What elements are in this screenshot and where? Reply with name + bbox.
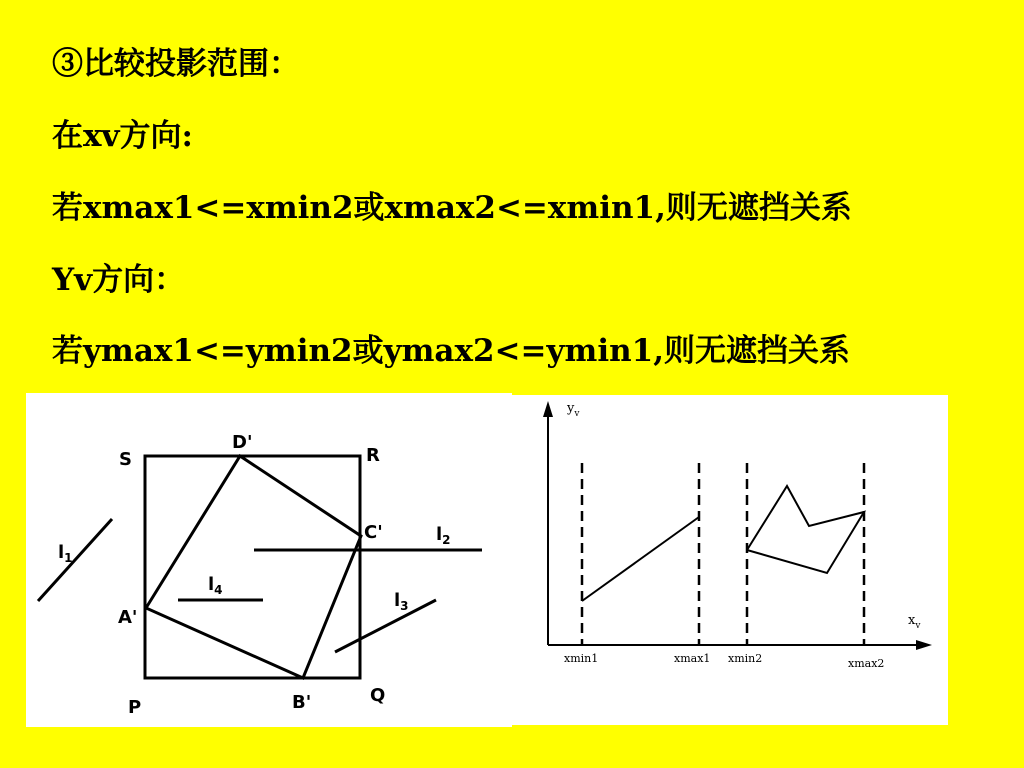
tick-label-xmax2: xmax2	[848, 657, 885, 670]
label-l1: $l_1$	[58, 542, 73, 565]
label-s: S	[119, 449, 132, 470]
axis-projection-svg	[512, 395, 948, 725]
square-pqrs	[145, 456, 360, 678]
square-projection-svg	[26, 393, 512, 727]
xv-condition-text: 若xmax1<=xmin2或xmax2<=xmin1,则无遮挡关系	[52, 190, 852, 226]
tick-label-xmin2: xmin2	[728, 652, 763, 665]
label-l4: $l_4$	[208, 574, 223, 597]
label-p: P	[128, 697, 142, 718]
yv-condition-text: 若ymax1<=ymin2或ymax2<=ymin1,则无遮挡关系	[52, 333, 850, 369]
square-projection-figure	[26, 393, 512, 727]
projected-polygon-2	[747, 486, 864, 573]
segment-l3	[335, 600, 436, 652]
segment-l1	[38, 519, 112, 601]
label-l2: $l_2$	[436, 524, 451, 547]
label-c-prime: C'	[364, 522, 383, 543]
label-l3: $l_3$	[394, 590, 409, 613]
x-axis-arrow-icon	[916, 640, 932, 650]
heading-compare-range: ③比较投影范围：	[52, 46, 300, 82]
xv-direction-text: 在xv方向:	[52, 118, 193, 154]
label-q: Q	[370, 685, 386, 706]
label-r: R	[366, 445, 380, 466]
projected-segment-1	[582, 517, 699, 601]
label-d-prime: D'	[232, 432, 253, 453]
yv-direction-text: Yv方向：	[52, 262, 186, 298]
xv-yv-projection-figure	[512, 395, 948, 725]
label-b-prime: B'	[292, 692, 312, 713]
x-axis-label: $x_v$	[908, 613, 921, 631]
label-a-prime: A'	[118, 607, 138, 628]
tick-label-xmax1: xmax1	[674, 652, 711, 665]
y-axis-arrow-icon	[543, 401, 553, 417]
tick-label-xmin1: xmin1	[564, 652, 599, 665]
rotated-quadrilateral	[146, 456, 361, 678]
y-axis-label: $y_v$	[567, 401, 580, 419]
